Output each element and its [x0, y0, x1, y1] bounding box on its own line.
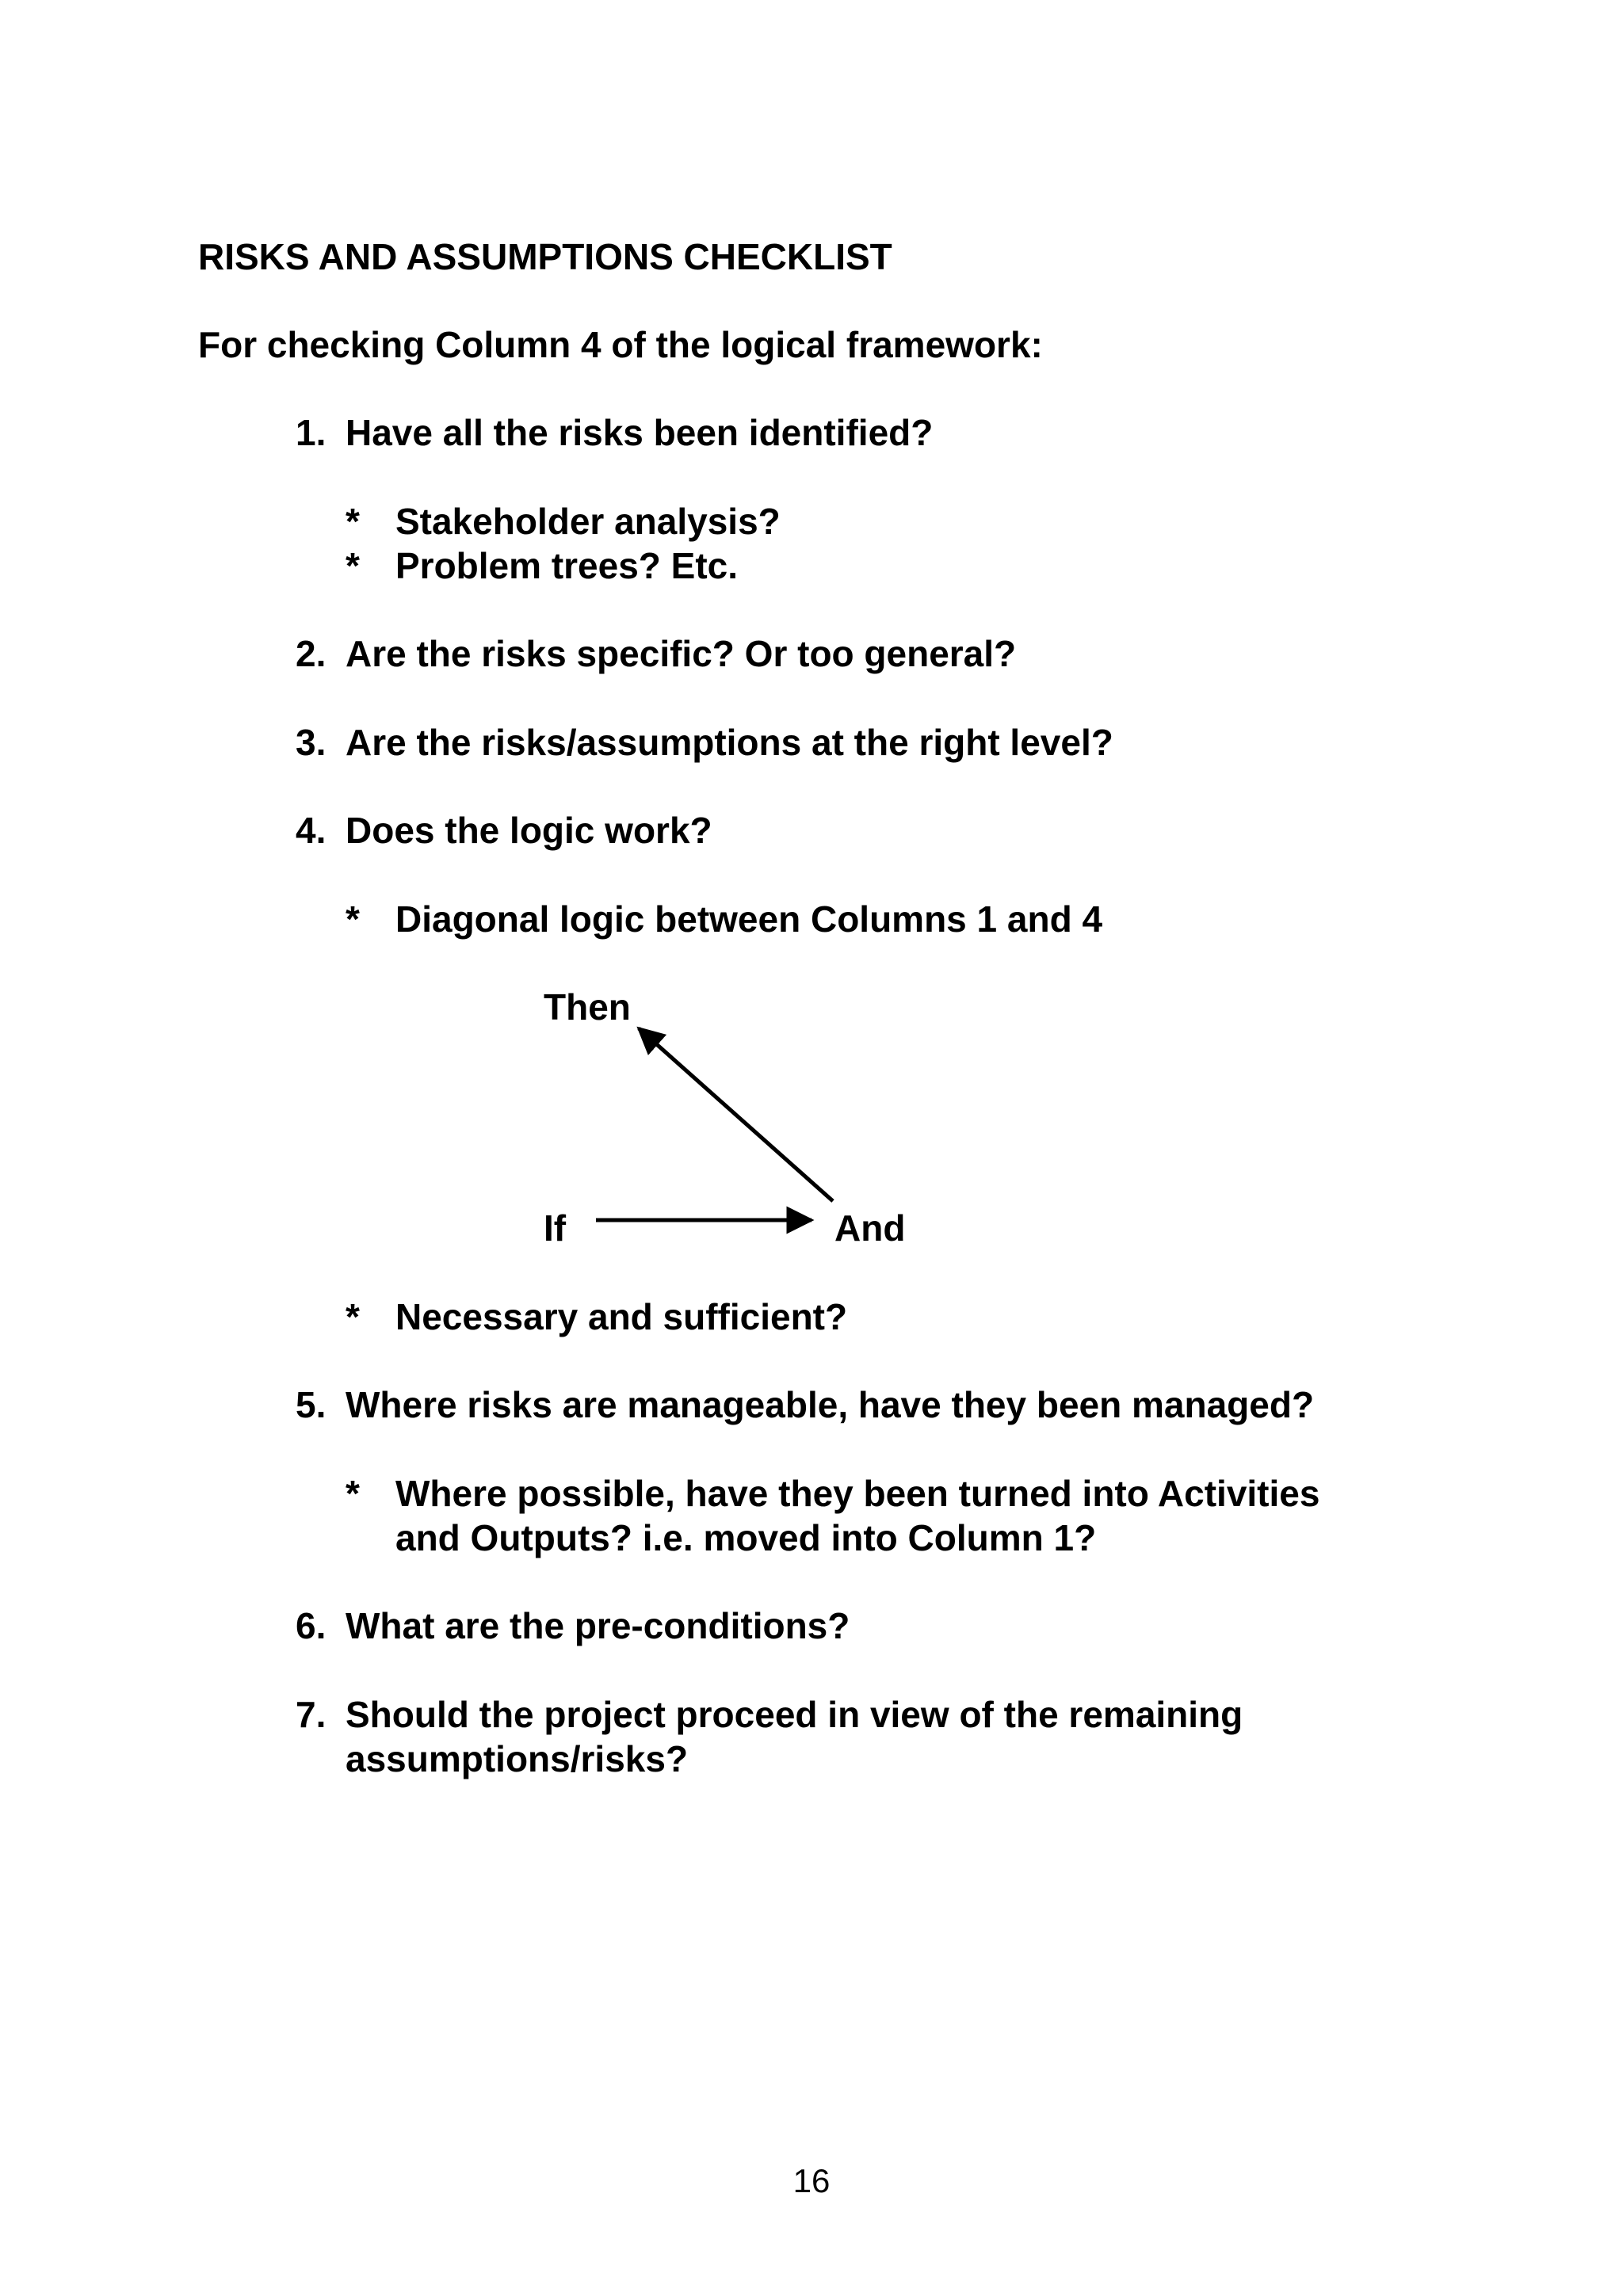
diagram-label-and: And — [834, 1207, 906, 1249]
item-number-2: 2. — [296, 633, 327, 674]
item-number-1: 1. — [296, 412, 327, 453]
and-to-then-arrow — [639, 1028, 833, 1201]
diagram-label-if: If — [544, 1207, 567, 1249]
bullet-marker: * — [346, 545, 360, 586]
item-number-7: 7. — [296, 1694, 327, 1735]
bullet-marker: * — [346, 898, 360, 940]
item-text-3: Are the risks/assumptions at the right level? — [346, 722, 1113, 763]
item-text-6: What are the pre-conditions? — [346, 1605, 850, 1646]
bullet-marker: * — [346, 1296, 360, 1337]
item-5-bullet-line-2: and Outputs? i.e. moved into Column 1? — [395, 1517, 1097, 1558]
item-text-5: Where risks are manageable, have they been managed? — [346, 1384, 1315, 1425]
item-4-bullet-2: Necessary and sufficient? — [395, 1296, 848, 1337]
item-text-2: Are the risks specific? Or too general? — [346, 633, 1017, 674]
item-1-bullet-2: Problem trees? Etc. — [395, 545, 739, 586]
item-text-7: Should the project proceed in view of the remaining — [346, 1694, 1243, 1735]
item-1-bullet-1: Stakeholder analysis? — [395, 501, 781, 542]
page-title: RISKS AND ASSUMPTIONS CHECKLIST — [198, 236, 892, 277]
bullet-marker: * — [346, 1473, 360, 1514]
item-number-6: 6. — [296, 1605, 327, 1646]
item-number-3: 3. — [296, 722, 327, 763]
item-5-bullet-line-1: Where possible, have they been turned into Activities — [395, 1473, 1320, 1514]
item-number-5: 5. — [296, 1384, 327, 1425]
item-text-4: Does the logic work? — [346, 810, 712, 851]
diagram-label-then: Then — [544, 986, 631, 1028]
item-text-7-continued: assumptions/risks? — [346, 1738, 689, 1779]
item-number-4: 4. — [296, 810, 327, 851]
page-number: 16 — [792, 2162, 831, 2199]
item-4-bullet-1: Diagonal logic between Columns 1 and 4 — [395, 898, 1103, 940]
intro-text: For checking Column 4 of the logical framework: — [198, 324, 1043, 365]
bullet-marker: * — [346, 501, 360, 542]
item-text-1: Have all the risks been identified? — [346, 412, 934, 453]
